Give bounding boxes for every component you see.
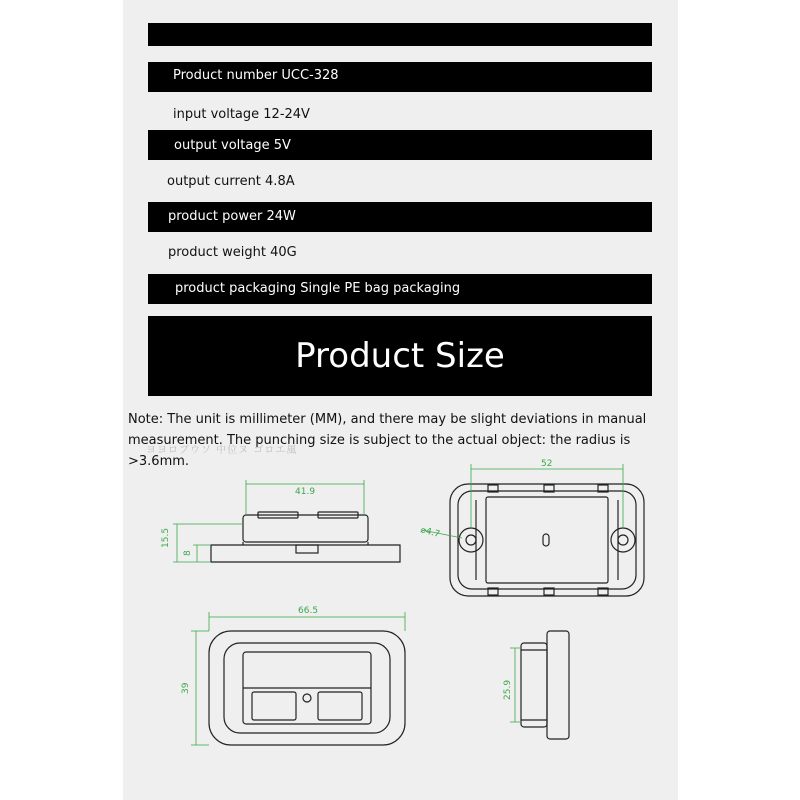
section-title: Product Size <box>295 336 505 376</box>
dim-side-height: 15.5 <box>161 527 171 548</box>
back-view-drawing <box>450 484 644 596</box>
spec-product-power: product power 24W <box>168 209 296 224</box>
dim-side-width: 41.9 <box>295 487 316 497</box>
spec-product-packaging: product packaging Single PE bag packaging <box>175 281 461 296</box>
dim-side-base: 8 <box>183 550 193 556</box>
front-view-drawing <box>209 631 405 745</box>
spec-input-voltage: input voltage 12-24V <box>173 107 310 122</box>
profile-view-drawing <box>521 631 569 739</box>
dim-profile-height: 25.9 <box>503 679 513 700</box>
spec-product-number: Product number UCC-328 <box>173 68 339 83</box>
note-line-2: measurement. The punching size is subject to the actual object: the radius is >3.6mm. <box>128 433 631 469</box>
spec-output-voltage: output voltage 5V <box>174 138 291 153</box>
note-line-1: Note: The unit is millimeter (MM), and there may be slight deviations in manual <box>128 412 647 427</box>
dim-hole-diameter: ⌀4.7 <box>419 525 441 541</box>
note-ghost-text: ヨヨロブウソ 中位ヌ ゴロエ風 <box>146 445 298 456</box>
dim-front-width: 66.5 <box>298 606 319 616</box>
side-view-drawing <box>211 512 400 562</box>
spec-product-weight: product weight 40G <box>168 245 297 260</box>
spec-output-current: output current 4.8A <box>167 174 295 189</box>
dim-front-height: 39 <box>181 682 191 694</box>
dim-back-width: 52 <box>541 459 553 469</box>
